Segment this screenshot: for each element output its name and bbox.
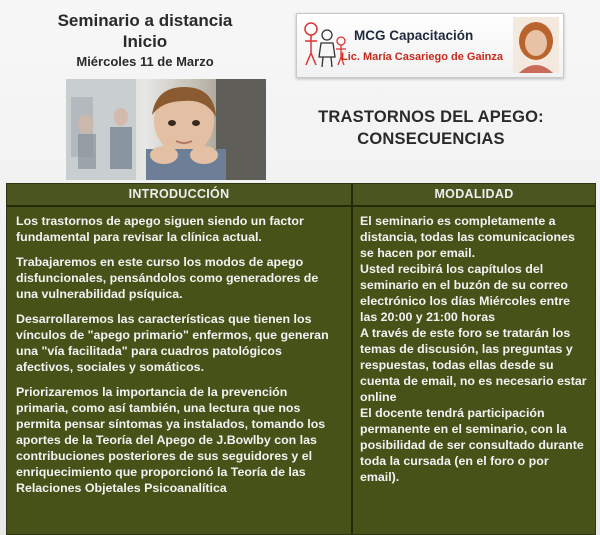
- modalidad-heading: MODALIDAD: [353, 184, 595, 207]
- logo-brand-name: MCG Capacitación: [354, 28, 474, 43]
- course-title-line1: TRASTORNOS DEL APEGO:: [318, 108, 544, 126]
- seminar-title: Seminario a distancia: [57, 11, 233, 30]
- mcg-logo: [296, 13, 564, 78]
- seminar-start-label: Inicio: [122, 32, 168, 51]
- child-photo-illustration: [66, 79, 266, 180]
- introduccion-body: [7, 207, 351, 496]
- modalidad-paragraph: Usted recibirá los capítulos del seminario en el buzón de su correo electrónico los días Miércoles entre las 20:00 y 21:00 horas: [360, 262, 571, 324]
- seminar-date: Miércoles 11 de Marzo: [76, 54, 214, 69]
- child-photo: [66, 79, 266, 180]
- modalidad-paragraph: El docente tendrá participación permanente en el seminario, con la posibilidad de ser consultado durante toda la cursada (en el foro o por email).: [360, 406, 584, 484]
- introduccion-paragraph: Desarrollaremos las características que tienen los vínculos de "apego primario" enfermos, que generan una "vía facilitada" para cuadros patológicos afectivos, sociales y somáticos.: [16, 312, 329, 374]
- instructor-portrait: [513, 17, 559, 73]
- introduccion-paragraph: Los trastornos de apego siguen siendo un factor fundamental para revisar la clínica actual.: [16, 214, 304, 244]
- introduccion-column: [7, 184, 353, 534]
- course-title: [296, 106, 566, 150]
- introduccion-heading: INTRODUCCIÓN: [7, 184, 351, 207]
- course-title-line2: CONSECUENCIAS: [357, 130, 505, 148]
- family-drawing-icon: [301, 17, 351, 73]
- info-panel: [6, 183, 596, 535]
- modalidad-column: [353, 184, 595, 534]
- introduccion-paragraph: Trabajaremos en este curso los modos de apego disfuncionales, pensándolos como generadores de una vulnerabilidad psíquica.: [16, 255, 319, 301]
- modalidad-paragraph: El seminario es completamente a distancia, todas las comunicaciones se hacen por email.: [360, 214, 575, 260]
- logo-person-name: Lic. María Casariego de Gainza: [341, 51, 504, 63]
- modalidad-body: [353, 207, 595, 485]
- introduccion-paragraph: Priorizaremos la importancia de la prevención primaria, como así también, una lectura que nos permita pensar síntomas ya instalados, tomando los aportes de la Teoría del Apego de J.Bowlby con las contribuciones posteriores de sus seguidores y el enriquecimiento que proporcionó la Teoría de las Relaciones Objetales Psicoanalítica: [16, 385, 326, 495]
- modalidad-paragraph: A través de este foro se tratarán los temas de discusión, las preguntas y respuestas, todas ellas desde su cuenta de email, no es necesario estar online: [360, 326, 587, 404]
- seminar-header: [40, 10, 250, 72]
